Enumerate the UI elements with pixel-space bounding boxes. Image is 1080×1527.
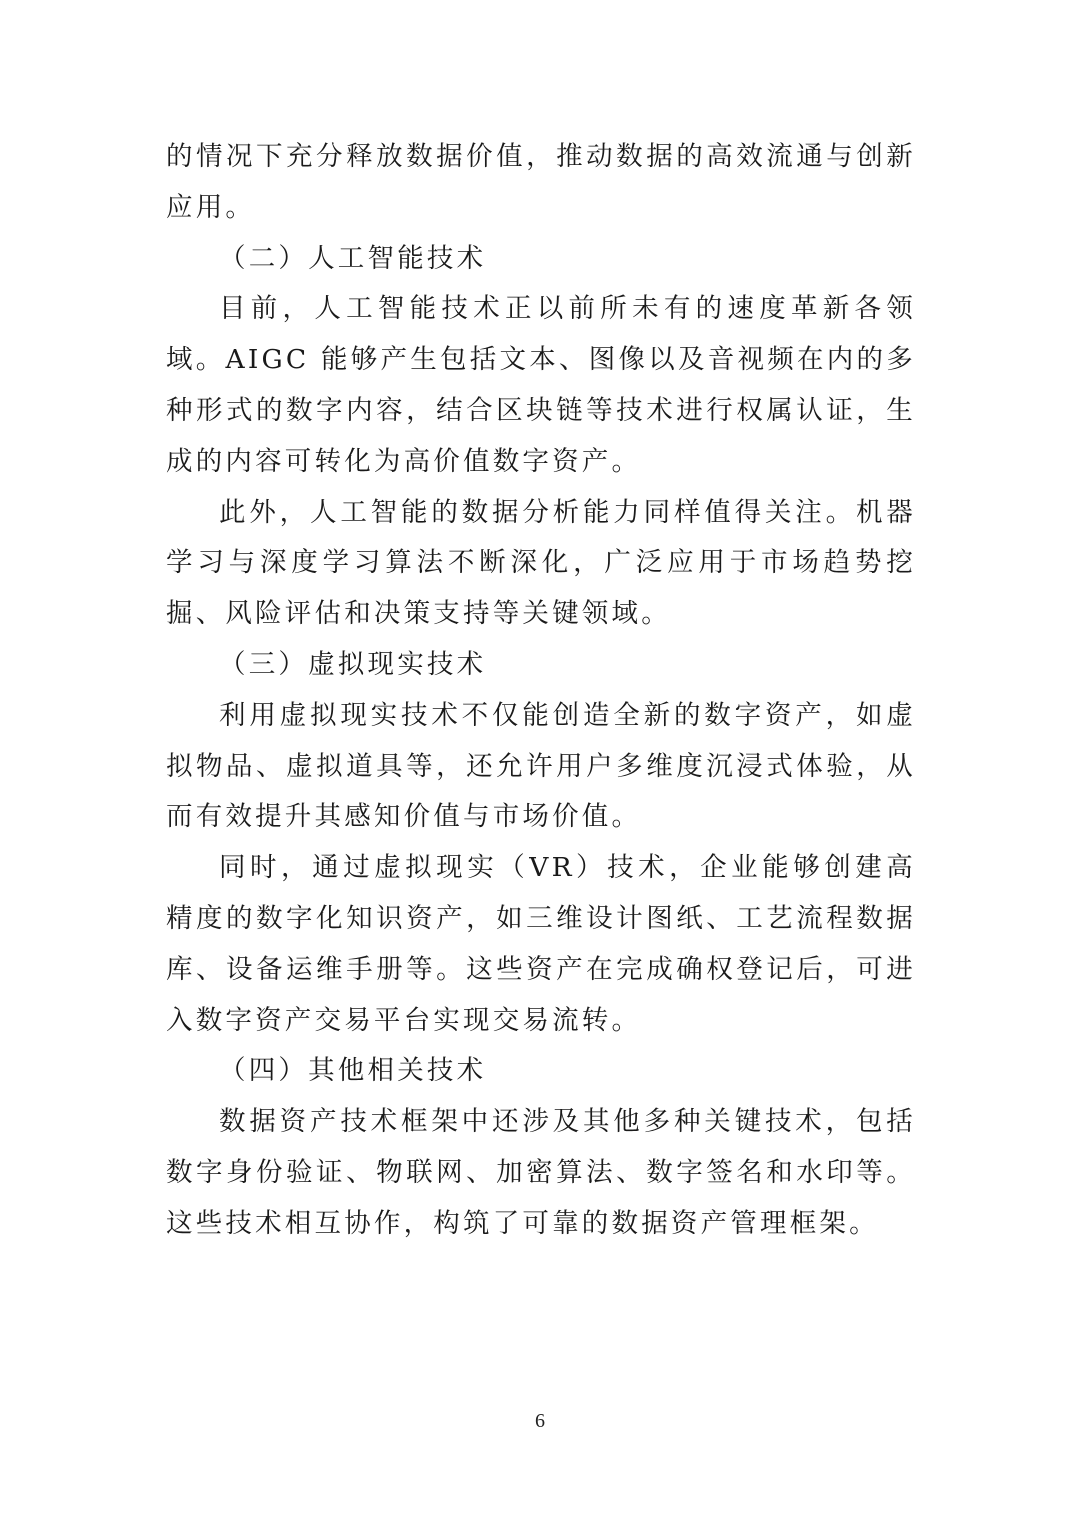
section-heading-ai: （二）人工智能技术 [219, 242, 487, 274]
document-body [166, 132, 916, 1250]
paragraph-vr-assets: 利用虚拟现实技术不仅能创造全新的数字资产，如虚拟物品、虚拟道具等，还允许用户多维度沉浸式体验，从而有效提升其感知价值与市场价值。 [166, 699, 916, 833]
paragraph-vr-knowledge: 同时，通过虚拟现实（VR）技术，企业能够创建高精度的数字化知识资产，如三维设计图纸、工艺流程数据库、设备运维手册等。这些资产在完成确权登记后，可进入数字资产交易平台实现交易流转。 [166, 852, 916, 1036]
section-heading-vr: （三）虚拟现实技术 [219, 648, 487, 680]
page-number: 6 [535, 1410, 545, 1432]
paragraph-ai-aigc: 目前，人工智能技术正以前所未有的速度革新各领域。AIGC 能够产生包括文本、图像以及音视频在内的多种形式的数字内容，结合区块链等技术进行权属认证，生成的内容可转化为高价值数字资产。 [166, 293, 916, 477]
paragraph-ai-analysis: 此外，人工智能的数据分析能力同样值得关注。机器学习与深度学习算法不断深化，广泛应用于市场趋势挖掘、风险评估和决策支持等关键领域。 [166, 496, 916, 630]
paragraph-other-tech: 数据资产技术框架中还涉及其他多种关键技术，包括数字身份验证、物联网、加密算法、数字签名和水印等。这些技术相互协作，构筑了可靠的数据资产管理框架。 [166, 1106, 916, 1239]
paragraph-continuation: 的情况下充分释放数据价值，推动数据的高效流通与创新应用。 [166, 141, 916, 223]
section-heading-other: （四）其他相关技术 [219, 1055, 487, 1087]
